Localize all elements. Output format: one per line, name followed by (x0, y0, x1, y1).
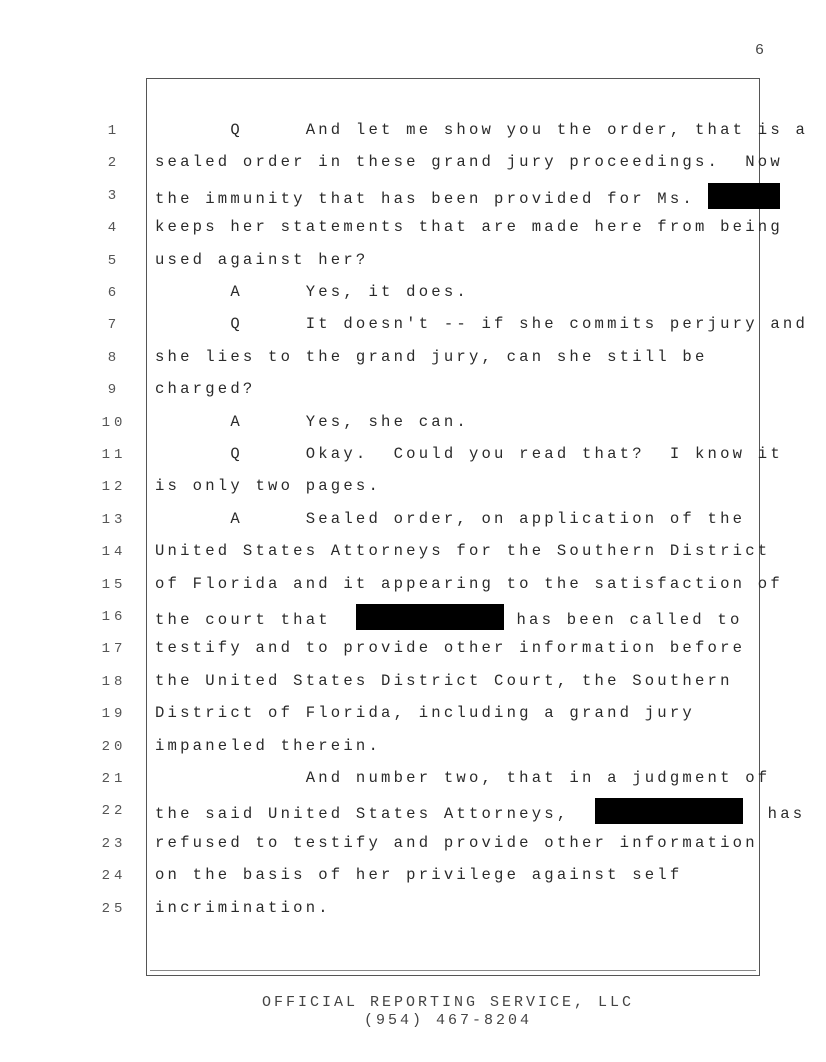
line-number: 1 (107, 123, 121, 139)
line-number: 3 (107, 187, 121, 204)
line-number: 16 (101, 609, 127, 625)
line-text-segment: the court that (155, 611, 356, 630)
transcript-line (0, 182, 826, 214)
line-text (155, 769, 771, 787)
line-text (155, 153, 783, 172)
line-text-segment: the said United States Attorneys, (155, 805, 595, 824)
line-text (155, 737, 755, 755)
line-text (155, 477, 755, 495)
footer-phone: (954) 467-8204 (363, 1012, 533, 1029)
transcript-line (0, 506, 826, 538)
line-number: 21 (101, 771, 127, 787)
line-text-segment: Q Okay. Could you read that? I know it (155, 445, 783, 463)
line-text-segment: A Yes, she can. (155, 412, 469, 431)
line-text-segment: testify and to provide other information before (155, 639, 746, 658)
line-text-segment: has been called to (503, 611, 743, 630)
line-text-segment: Q And let me show you the order, that is a (155, 121, 809, 139)
line-text (155, 510, 755, 528)
line-number: 13 (101, 511, 127, 528)
line-number: 11 (101, 447, 127, 463)
transcript-line (0, 311, 826, 343)
line-text-segment: used against her? (155, 250, 369, 269)
transcript-line (0, 862, 826, 894)
line-number: 25 (101, 900, 127, 917)
transcript-line (0, 409, 826, 441)
line-number: 10 (101, 414, 127, 431)
line-text-segment: refused to testify and provide other information (155, 833, 758, 852)
redaction-box (708, 183, 780, 209)
line-text-segment: A Sealed order, on application of the (155, 509, 746, 528)
line-text-segment: she lies to the grand jury, can she still be (155, 347, 708, 366)
line-number: 12 (101, 479, 127, 496)
line-number: 7 (107, 317, 121, 334)
line-number: 5 (107, 252, 121, 269)
line-number: 18 (101, 673, 127, 690)
line-text (155, 899, 755, 917)
line-number: 23 (101, 835, 127, 852)
transcript-line (0, 279, 826, 311)
line-number: 19 (101, 706, 127, 723)
line-text-segment: the immunity that has been provided for Ms. (155, 189, 708, 208)
line-number: 6 (107, 285, 121, 301)
line-text-segment: United States Attorneys for the Southern District (155, 542, 771, 561)
transcript-line (0, 733, 826, 765)
line-number: 14 (101, 544, 127, 561)
line-number: 22 (101, 803, 127, 820)
line-text (155, 801, 806, 827)
transcript-line (0, 149, 826, 181)
transcript-line (0, 538, 826, 570)
transcript-line (0, 247, 826, 279)
page-number: 6 (754, 42, 764, 59)
line-text (155, 639, 755, 657)
transcript-line (0, 700, 826, 732)
transcript-line (0, 830, 826, 862)
line-text (155, 445, 783, 463)
line-number: 15 (101, 576, 127, 593)
line-number: 4 (107, 220, 121, 237)
line-text (155, 283, 755, 301)
transcript-line (0, 797, 826, 829)
line-text-segment: has (742, 805, 806, 824)
transcript-line (0, 214, 826, 246)
line-text-segment: And number two, that in a judgment of (155, 769, 771, 787)
line-text (155, 672, 755, 690)
line-text (155, 251, 755, 269)
transcript-line (0, 441, 826, 473)
transcript-line (0, 571, 826, 603)
line-number: 2 (107, 155, 121, 172)
line-text (155, 380, 755, 398)
line-text (155, 315, 809, 334)
transcript-line (0, 603, 826, 635)
line-text-segment: A Yes, it does. (155, 283, 469, 301)
transcript-line (0, 473, 826, 505)
line-text (155, 704, 755, 722)
line-text (155, 833, 758, 852)
line-text-segment: incrimination. (155, 898, 331, 917)
line-number: 17 (101, 641, 127, 658)
line-number: 8 (107, 349, 121, 366)
line-text-segment: District of Florida, including a grand jury (155, 704, 695, 723)
redaction-box (595, 798, 743, 824)
transcript-line (0, 635, 826, 667)
line-text-segment: keeps her statements that are made here from being (155, 218, 783, 237)
transcript-line (0, 668, 826, 700)
frame-bottom-rule (150, 970, 756, 971)
redaction-box (356, 604, 504, 630)
line-text (155, 574, 783, 593)
transcript-line (0, 117, 826, 149)
line-text-segment: impaneled therein. (155, 736, 382, 755)
line-text-segment: on the basis of her privilege against self (155, 866, 683, 885)
footer-company: OFFICIAL REPORTING SERVICE, LLC (261, 994, 635, 1011)
line-number: 20 (101, 738, 127, 755)
line-text (155, 607, 755, 633)
line-text-segment: of Florida and it appearing to the satisfaction of (155, 574, 783, 593)
line-text-segment: is only two pages. (155, 477, 382, 496)
line-text (155, 866, 755, 884)
line-number: 24 (101, 868, 127, 885)
line-text (155, 542, 771, 561)
line-text-segment: sealed order in these grand jury proceedings. Now (155, 153, 783, 172)
line-number: 9 (107, 382, 121, 399)
transcript-line (0, 765, 826, 797)
line-text-segment: the United States District Court, the Southern (155, 671, 733, 690)
line-text-segment: charged? (155, 380, 256, 399)
line-text (155, 121, 809, 139)
line-text-segment: Q It doesn't -- if she commits perjury and (155, 315, 809, 334)
transcript-line (0, 344, 826, 376)
line-text (155, 348, 755, 366)
line-text (155, 218, 783, 237)
transcript-line (0, 376, 826, 408)
transcript-line (0, 895, 826, 927)
line-text (155, 186, 755, 212)
line-text (155, 413, 755, 431)
